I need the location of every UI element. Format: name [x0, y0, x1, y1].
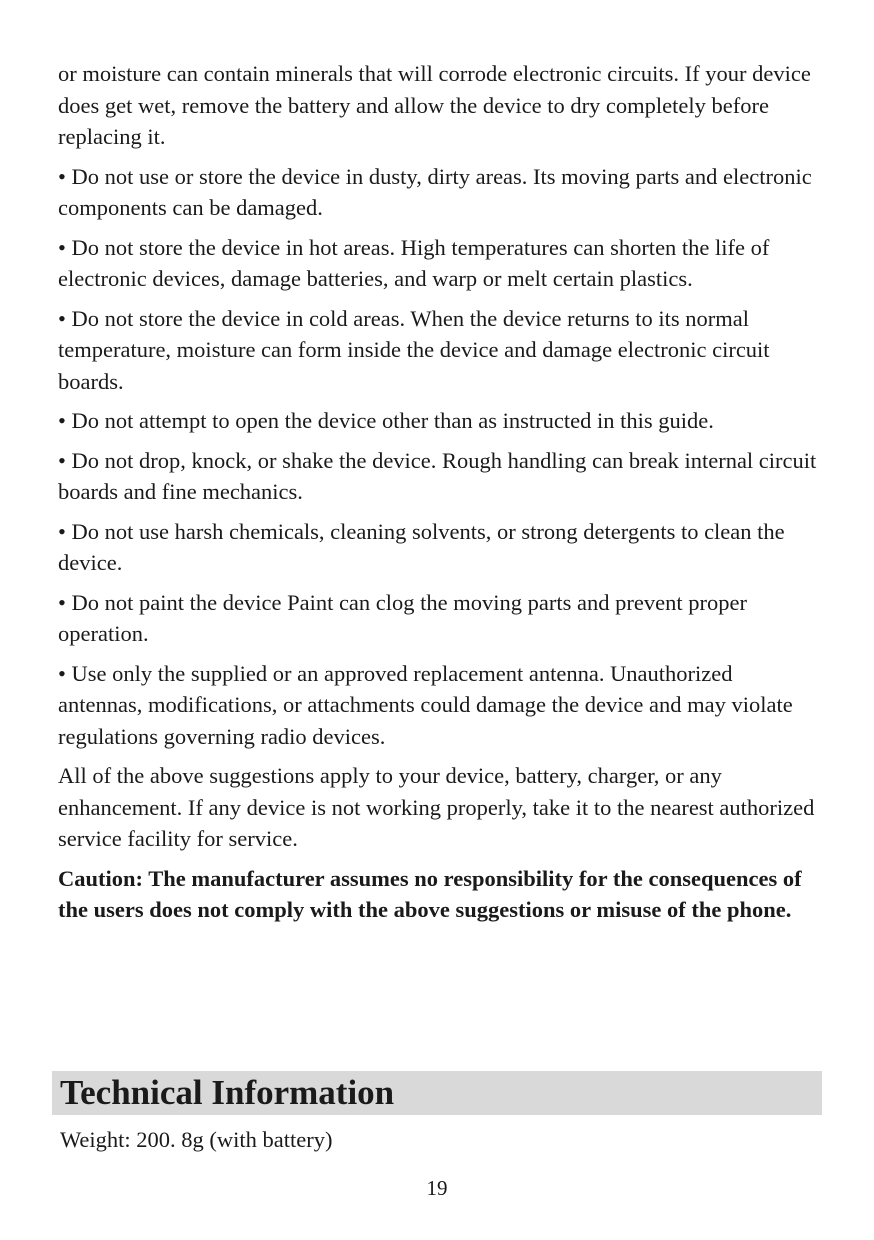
bullet-harsh-chemicals: • Do not use harsh chemicals, cleaning solvents, or strong detergents to clean the device.: [58, 518, 785, 575]
page-number: 19: [426, 1176, 448, 1200]
bullet-cold-areas: • Do not store the device in cold areas. When the device returns to its normal temperature, moisture can form inside the device and damage electronic circuit boards.: [58, 305, 770, 394]
caution-statement: Caution: The manufacturer assumes no responsibility for the consequences of the users does not comply with the above suggestions or misuse of the phone.: [58, 865, 802, 922]
bullet-hot-areas: • Do not store the device in hot areas. High temperatures can shorten the life of electronic devices, damage batteries, and warp or melt certain plastics.: [58, 234, 770, 291]
bullet-open-device: • Do not attempt to open the device other than as instructed in this guide.: [58, 408, 714, 433]
bullet-antenna: • Use only the supplied or an approved replacement antenna. Unauthorized antennas, modifications, or attachments could damage the device and may violate regulations governing radio devices.: [58, 660, 793, 749]
weight-spec: Weight: 200. 8g (with battery): [60, 1127, 333, 1152]
paragraph-moisture: or moisture can contain minerals that will corrode electronic circuits. If your device does get wet, remove the battery and allow the device to dry completely before replacing it.: [58, 61, 811, 149]
bullet-paint-device: • Do not paint the device Paint can clog the moving parts and prevent proper operation.: [58, 589, 747, 646]
section-title: Technical Information: [60, 1073, 395, 1112]
paragraph-suggestions-apply: All of the above suggestions apply to your device, battery, charger, or any enhancement. If any device is not working properly, take it to the nearest authorized service facility for service.: [58, 763, 815, 851]
bullet-drop-knock: • Do not drop, knock, or shake the device. Rough handling can break internal circuit boards and fine mechanics.: [58, 447, 817, 504]
page-body: [58, 58, 818, 934]
bullet-dusty-areas: • Do not use or store the device in dusty, dirty areas. Its moving parts and electronic components can be damaged.: [58, 163, 812, 220]
